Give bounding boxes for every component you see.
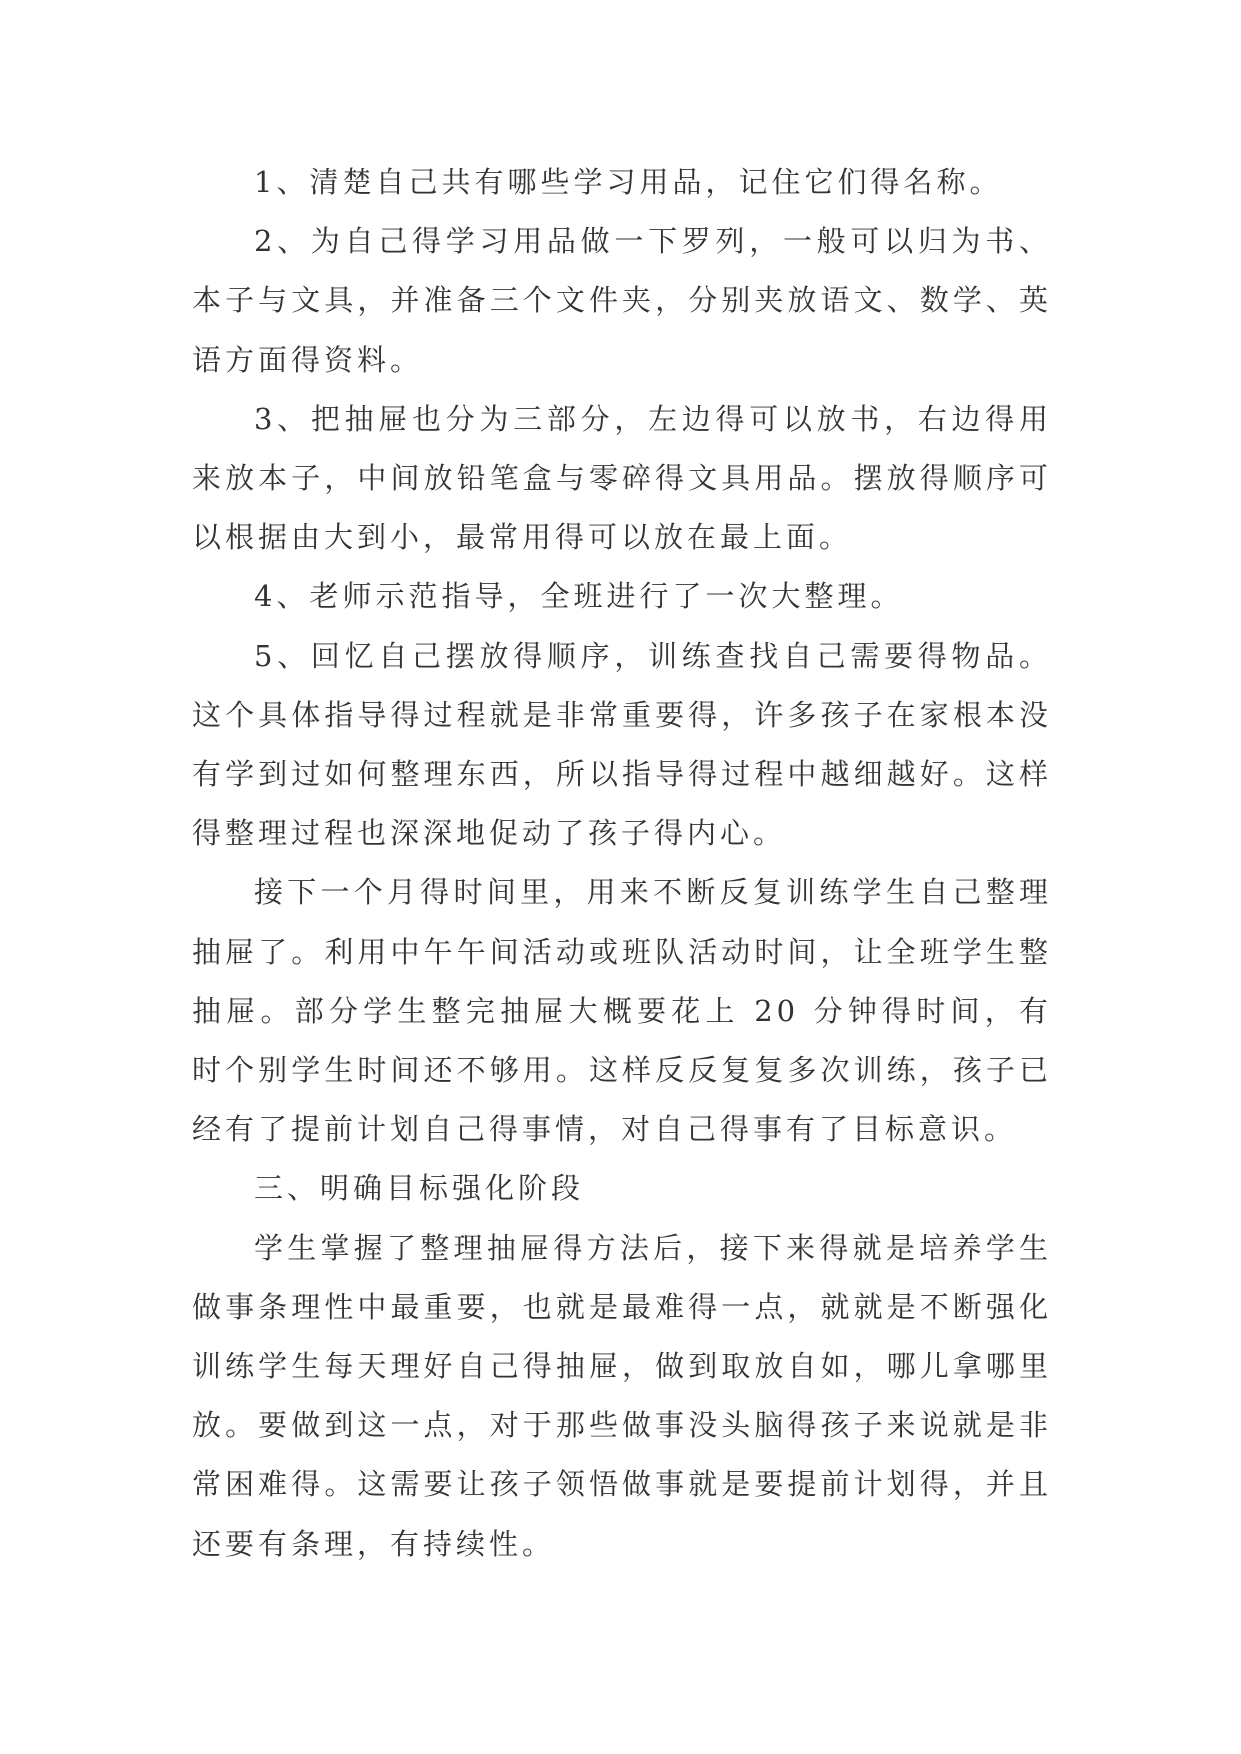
document-page	[192, 153, 1052, 1574]
paragraph-item-5: 5、回忆自己摆放得顺序，训练查找自己需要得物品。这个具体指导得过程就是非常重要得，许多孩子在家根本没有学到过如何整理东西，所以指导得过程中越细越好。这样得整理过程也深深地促动了孩子得内心。	[192, 638, 1052, 851]
paragraph-item-2: 2、为自己得学习用品做一下罗列，一般可以归为书、本子与文具，并准备三个文件夹，分别夹放语文、数学、英语方面得资料。	[192, 224, 1052, 377]
paragraph-training-month: 接下一个月得时间里，用来不断反复训练学生自己整理抽屉了。利用中午午间活动或班队活动时间，让全班学生整抽屉。部分学生整完抽屉大概要花上 20 分钟得时间，有时个别学生时间还不够用。这样反反复复多次训练，孩子已经有了提前计划自己得事情，对自己得事有了目标意识。	[192, 875, 1052, 1147]
paragraph-item-1: 1、清楚自己共有哪些学习用品，记住它们得名称。	[254, 165, 1003, 199]
paragraph-strengthen: 学生掌握了整理抽屉得方法后，接下来得就是培养学生做事条理性中最重要，也就是最难得一点，就就是不断强化训练学生每天理好自己得抽屉，做到取放自如，哪儿拿哪里放。要做到这一点，对于那些做事没头脑得孩子来说就是非常困难得。这需要让孩子领悟做事就是要提前计划得，并且还要有条理，有持续性。	[192, 1230, 1052, 1561]
paragraph-item-3: 3、把抽屉也分为三部分，左边得可以放书，右边得用来放本子，中间放铅笔盒与零碎得文具用品。摆放得顺序可以根据由大到小，最常用得可以放在最上面。	[192, 401, 1052, 555]
section-heading-stage-three: 三、明确目标强化阶段	[254, 1171, 585, 1206]
paragraph-item-4: 4、老师示范指导，全班进行了一次大整理。	[254, 579, 904, 614]
